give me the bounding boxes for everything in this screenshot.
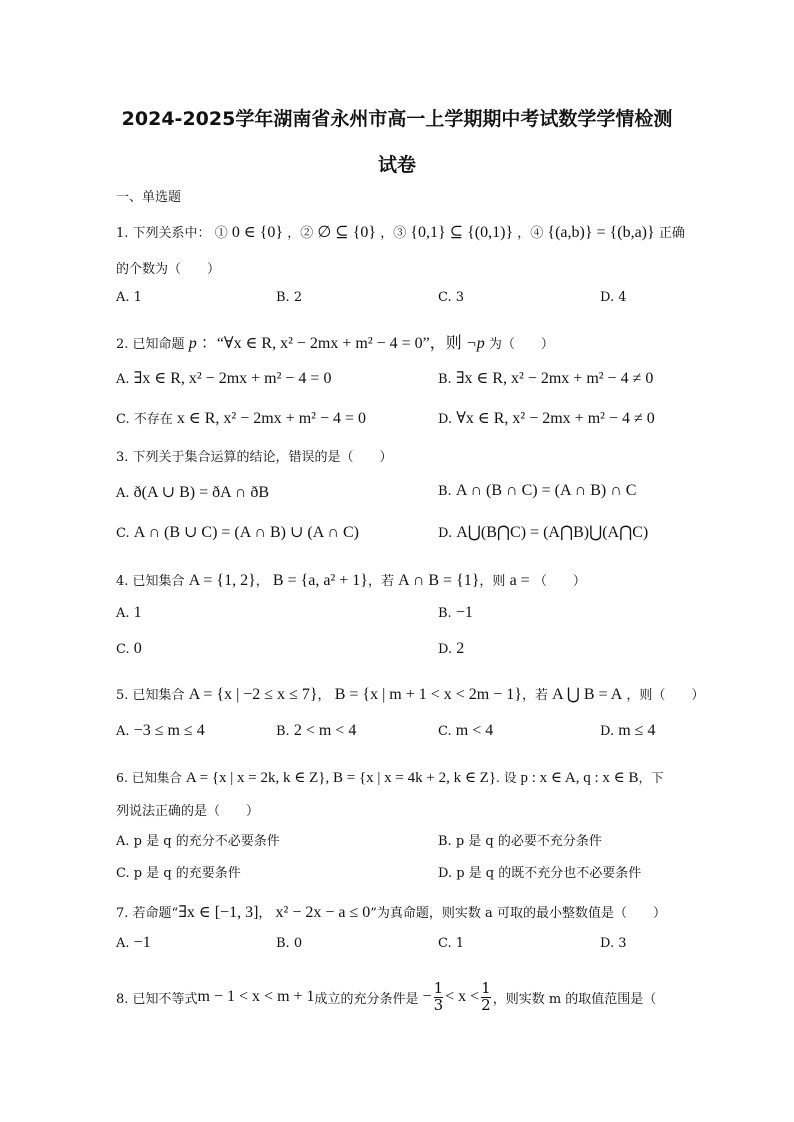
q4-then: ，则: [479, 574, 506, 589]
q4-set-b: B = {a, a² + 1}: [272, 572, 368, 589]
q4-option-d-label: D.: [438, 642, 453, 657]
q4-option-b-value: −1: [455, 604, 473, 621]
question-5: [116, 684, 704, 704]
q5-mid: ，若: [521, 688, 548, 703]
q8-tail: ，则实数 m 的取值范围是（: [492, 991, 657, 1007]
q2-statement: ：“∀x ∈ R, x² − 2mx + m² − 4 = 0”，则: [200, 335, 462, 352]
question-1: [116, 222, 685, 242]
q1-circle-2: ，②: [287, 226, 314, 241]
q5-option-a[interactable]: [116, 722, 205, 740]
q7-expr-1: ∃x ∈ [−1, 3]: [178, 904, 259, 921]
q3-option-b-expr: A ∩ (B ∩ C) = (A ∩ B) ∩ C: [455, 482, 637, 499]
q4-mid: ，若: [367, 574, 394, 589]
q5-option-b[interactable]: [276, 722, 356, 740]
q4-tail: （ ）: [533, 574, 586, 589]
q1-tail: 正确: [658, 226, 685, 241]
q5-option-a-expr: −3 ≤ m ≤ 4: [133, 722, 205, 739]
q1-circle-3: ，③: [380, 226, 407, 241]
q7-option-d[interactable]: D. 3: [600, 936, 627, 951]
q7-option-a[interactable]: [116, 934, 151, 952]
q4-num: 4. 已知集合: [116, 574, 185, 589]
q5-option-d[interactable]: [600, 722, 655, 740]
q3-option-c[interactable]: [116, 522, 359, 542]
q2-num: 2. 已知命题: [116, 337, 185, 352]
q7-option-b[interactable]: B. 0: [276, 936, 303, 951]
q1-expr-2: ∅ ⊆ {0}: [317, 224, 377, 241]
q2-option-a-label: A.: [116, 372, 130, 387]
question-2: [116, 330, 554, 353]
q4-option-c[interactable]: [116, 640, 142, 658]
q2-not-p: ¬p: [465, 335, 485, 352]
q2-option-d-expr: ∀x ∈ R, x² − 2mx + m² − 4 ≠ 0: [456, 410, 655, 427]
q4-option-a[interactable]: [116, 604, 142, 622]
question-6: [116, 768, 664, 787]
section-heading: 一、单选题: [116, 190, 182, 205]
q5-set-b: B = {x | m + 1 < x < 2m − 1}: [334, 686, 522, 703]
q1-expr-1: 0 ∈ {0}: [231, 224, 284, 241]
q1-option-c[interactable]: C. 3: [438, 290, 465, 305]
q7-num: 7. 若命题“: [116, 906, 179, 921]
q2-option-a-expr: ∃x ∈ R, x² − 2mx + m² − 4 = 0: [133, 370, 332, 387]
q5-option-d-label: D.: [600, 724, 615, 739]
q8-frac1-denominator: 3: [433, 995, 444, 1014]
q8-frac2-denominator: 2: [481, 995, 491, 1014]
q1-line2: 的个数为（ ）: [116, 262, 221, 277]
q3-option-a-label: A.: [116, 486, 130, 501]
q4-set-a: A = {1, 2}: [188, 572, 256, 589]
q6-mid: . 设: [496, 770, 517, 785]
q2-option-c-expr: x ∈ R, x² − 2mx + m² − 4 = 0: [176, 410, 366, 427]
q7-expr-2: x² − 2x − a ≤ 0: [275, 904, 371, 921]
q2-option-c-label: C. 不存在: [116, 412, 173, 427]
q7-comma: ，: [258, 906, 272, 921]
q3-option-b-label: B.: [438, 484, 452, 499]
q1-option-b[interactable]: B. 2: [276, 290, 303, 305]
q6-num: 6. 已知集合: [116, 770, 182, 785]
q2-option-d-label: D.: [438, 412, 453, 427]
q5-num: 5. 已知集合: [116, 688, 185, 703]
q8-inequality: m − 1 < x < m + 1: [197, 988, 315, 1005]
question-7: [116, 902, 666, 922]
question-8: [116, 972, 656, 1022]
q7-option-a-value: −1: [133, 934, 151, 951]
q2-option-b[interactable]: [438, 368, 653, 388]
page-title-line2: 试卷: [377, 154, 416, 176]
q6-option-b[interactable]: B. p 是 q 的必要不充分条件: [438, 834, 602, 849]
q6-option-d[interactable]: D. p 是 q 的既不充分也不必要条件: [438, 866, 642, 881]
q1-expr-3: {0,1} ⊆ {(0,1)}: [410, 224, 514, 241]
question-4: [116, 570, 586, 590]
q6-option-a[interactable]: A. p 是 q 的充分不必要条件: [116, 834, 280, 849]
q2-option-d[interactable]: [438, 408, 655, 428]
q4-option-b[interactable]: [438, 604, 473, 622]
q5-option-c[interactable]: [438, 722, 493, 740]
q4-option-c-value: 0: [133, 640, 142, 657]
q4-option-d[interactable]: [438, 640, 464, 658]
q5-set-a: A = {x | −2 ≤ x ≤ 7}: [188, 686, 318, 703]
q6-pq: p : x ∈ A, q : x ∈ B: [520, 770, 639, 786]
q1-option-a[interactable]: A. 1: [116, 290, 142, 305]
q3-option-d[interactable]: [438, 522, 648, 542]
q8-x-range: < x <: [445, 988, 480, 1005]
q8-fraction-1: [433, 978, 444, 1014]
q8-frac1-numerator: 1: [433, 978, 444, 997]
q8-num: 8. 已知不等式: [116, 991, 198, 1007]
q4-a: a =: [509, 572, 530, 589]
q1-circle-1: ①: [214, 226, 228, 241]
q3-option-c-label: C.: [116, 526, 130, 541]
q5-option-a-label: A.: [116, 724, 130, 739]
q5-option-c-label: C.: [438, 724, 452, 739]
q1-expr-4: {(a,b)} = {(b,a)}: [547, 224, 655, 241]
q3-option-a-expr: ð(A ∪ B) = ðA ∩ ðB: [133, 484, 269, 501]
q4-option-a-label: A.: [116, 606, 130, 621]
q5-comma: ，: [317, 688, 331, 703]
q5-tail: ，则（ ）: [626, 688, 705, 703]
q4-option-c-label: C.: [116, 642, 130, 657]
q6-option-c[interactable]: C. p 是 q 的充要条件: [116, 866, 241, 881]
q6-sets: A = {x | x = 2k, k ∈ Z}, B = {x | x = 4k + 2, k ∈ Z}: [185, 770, 497, 786]
q5-option-c-expr: m < 4: [455, 722, 494, 739]
q2-option-b-label: B.: [438, 372, 452, 387]
q2-option-b-expr: ∃x ∈ R, x² − 2mx + m² − 4 ≠ 0: [455, 370, 654, 387]
q4-option-b-label: B.: [438, 606, 452, 621]
q3-option-d-label: D.: [438, 526, 453, 541]
q2-tail: 为（ ）: [488, 337, 554, 352]
q3-option-d-expr: A⋃(B⋂C) = (A⋂B)⋃(A⋂C): [456, 524, 649, 541]
q4-option-a-value: 1: [133, 604, 142, 621]
q1-num: 1. 下列关系中：: [116, 226, 211, 241]
q8-frac2-numerator: 1: [481, 978, 491, 997]
q8-mid: 成立的充分条件是: [314, 991, 419, 1007]
page-title-line1: 2024-2025学年湖南省永州市高一上学期期中考试数学学情检测: [121, 108, 673, 130]
q8-minus-sign: −: [422, 988, 432, 1005]
q4-condition: A ∩ B = {1}: [398, 572, 480, 589]
q6-tail: ，下: [638, 770, 664, 785]
q2-option-a[interactable]: [116, 368, 331, 388]
q1-option-d[interactable]: D. 4: [600, 290, 627, 305]
q4-comma: ，: [255, 574, 269, 589]
q2-p: p: [188, 335, 197, 352]
question-3: 3. 下列关于集合运算的结论，错误的是（ ）: [116, 450, 393, 465]
q7-option-c[interactable]: C. 1: [438, 936, 465, 951]
q3-option-a[interactable]: [116, 482, 269, 502]
q4-option-d-value: 2: [456, 640, 465, 657]
q8-fraction-2: [481, 978, 491, 1014]
q3-option-b[interactable]: [438, 482, 636, 500]
q5-option-b-expr: 2 < m < 4: [293, 722, 357, 739]
q5-option-d-expr: m ≤ 4: [618, 722, 656, 739]
q5-condition: A ⋃ B = A: [552, 686, 623, 703]
q1-circle-4: ，④: [517, 226, 544, 241]
q2-option-c[interactable]: [116, 408, 366, 428]
q5-option-b-label: B.: [276, 724, 290, 739]
q3-option-c-expr: A ∩ (B ∪ C) = (A ∩ B) ∪ (A ∩ C): [133, 524, 359, 541]
q6-line2: 列说法正确的是（ ）: [116, 804, 260, 819]
q7-tail: ”为真命题，则实数 a 可取的最小整数值是（ ）: [370, 906, 666, 921]
q7-option-a-label: A.: [116, 936, 130, 951]
